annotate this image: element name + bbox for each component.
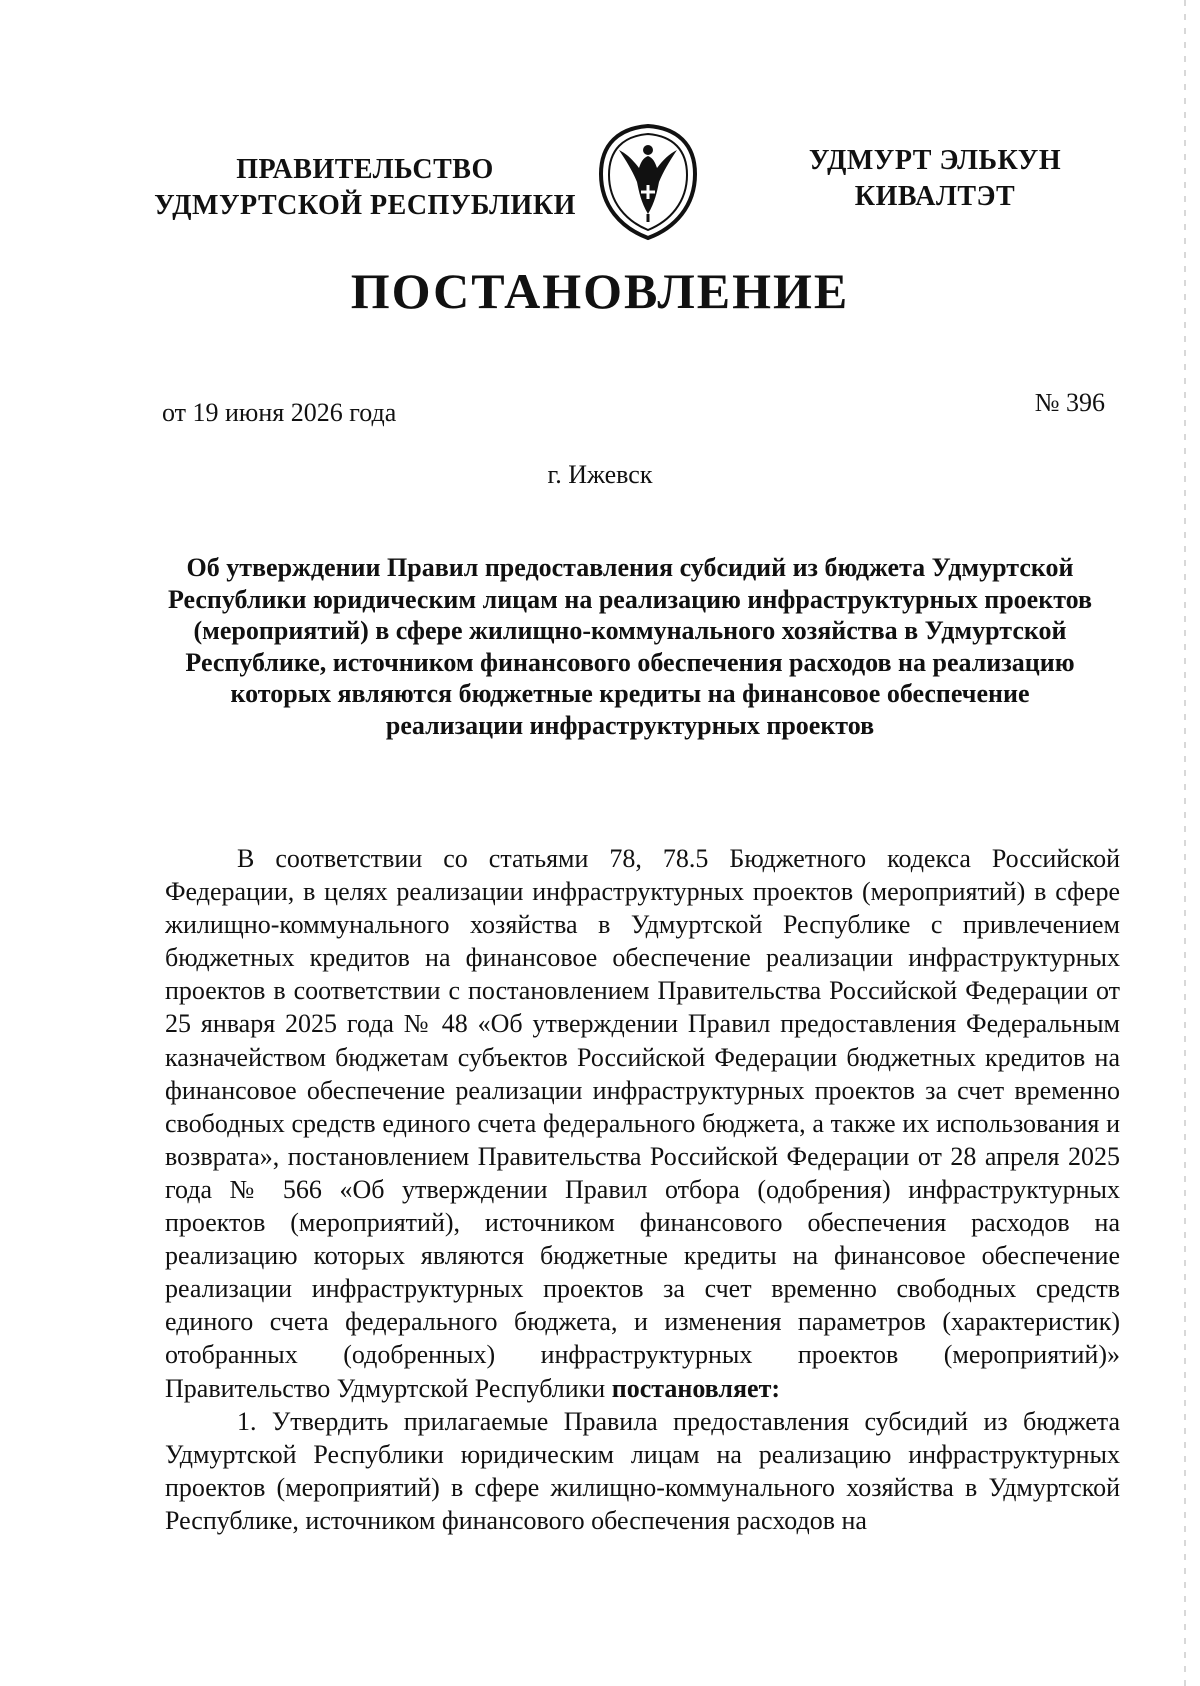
header-right-line2: КИВАЛТЭТ: [854, 181, 1016, 212]
document-date: от 19 июня 2026 года: [162, 398, 397, 427]
header-left: [150, 152, 580, 224]
document-body: [165, 842, 1120, 1537]
body-paragraph-1: [165, 842, 1120, 1405]
header-left-line2: УДМУРТСКОЙ РЕСПУБЛИКИ: [154, 190, 576, 221]
header-left-line1: ПРАВИТЕЛЬСТВО: [236, 154, 494, 185]
header-right: [780, 143, 1090, 215]
body-paragraph-2: 1. Утвердить прилагаемые Правила предоставления субсидий из бюджета Удмуртской Республики юридическим лицам на реализацию инфраструктурных проектов (мероприятий) в сфере жилищно-коммунального хозяйства в Удмуртской Республике, источником финансового обеспечения расходов на: [165, 1406, 1120, 1535]
body-paragraph-1-text: В соответствии со статьями 78, 78.5 Бюджетного кодекса Российской Федерации, в целях реализации инфраструктурных проектов (мероприятий) в сфере жилищно-коммунального хозяйства в Удмуртской Республике с привлечением бюджетных кредитов на финансовое обеспечение реализации инфраструктурных проектов в соответствии с постановлением Правительства Российской Федерации от 25 января 2025 года № 48 «Об утверждении Правил предоставления Федеральным казначейством бюджетам субъектов Российской Федерации бюджетных кредитов на финансовое обеспечение реализации инфраструктурных проектов за счет временно свободных средств единого счета федерального бюджета, а также их использования и возврата», постановлением Правительства Российской Федерации от 28 апреля 2025 года № 566 «Об утверждении Правил отбора (одобрения) инфраструктурных проектов (мероприятий), источником финансового обеспечения расходов на реализацию которых являются бюджетные кредиты на финансовое обеспечение реализации инфраструктурных проектов за счет временно свободных средств единого счета федерального бюджета, и изменения параметров (характеристик) отобранных (одобренных) инфраструктурных проектов (мероприятий)» Правительство Удмуртской Республики: [165, 844, 1120, 1403]
document-city: г. Ижевск: [547, 460, 653, 489]
document-type-title: ПОСТАНОВЛЕНИЕ: [350, 263, 850, 319]
document-subject: Об утверждении Правил предоставления субсидий из бюджета Удмуртской Республики юридическим лицам на реализацию инфраструктурных проектов (мероприятий) в сфере жилищно-коммунального хозяйства в Удмуртской Республике, источником финансового обеспечения расходов на реализацию которых являются бюджетные кредиты на финансовое обеспечение реализации инфраструктурных проектов: [167, 553, 1093, 740]
header-right-line1: УДМУРТ ЭЛЬКУН: [808, 145, 1062, 176]
scan-edge-marks: [1184, 0, 1186, 1686]
document-number: № 396: [1034, 388, 1105, 417]
body-paragraph-1-resolution: постановляет:: [611, 1373, 780, 1403]
coat-of-arms-icon: [597, 122, 699, 242]
